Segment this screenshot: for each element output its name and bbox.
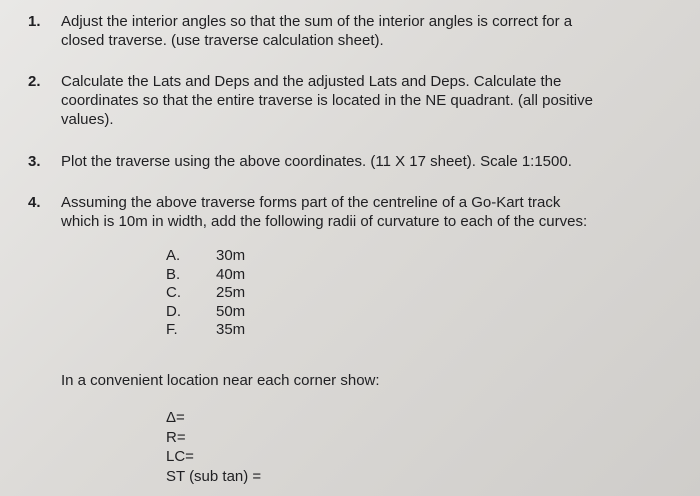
corner-field-long-chord: LC=	[166, 448, 194, 465]
item-line: Calculate the Lats and Deps and the adjusted Lats and Deps. Calculate the	[61, 73, 562, 90]
radius-value: 30m	[216, 247, 246, 264]
corner-fields	[166, 408, 261, 486]
radius-label: F.	[166, 321, 178, 339]
item-number: 1.	[28, 13, 41, 30]
radius-row	[166, 247, 276, 266]
corner-instruction: In a convenient location near each corner show:	[61, 372, 380, 389]
item-line: values).	[61, 111, 114, 128]
radius-row	[166, 303, 276, 322]
radius-row	[166, 284, 276, 303]
item-number: 2.	[28, 73, 41, 90]
radius-label: C.	[166, 284, 181, 302]
item-line: which is 10m in width, add the following radii of curvature to each of the curves:	[61, 213, 588, 230]
corner-field-delta: Δ=	[166, 409, 185, 426]
corner-field-sub-tangent: ST (sub tan) =	[166, 467, 262, 485]
radii-list	[166, 247, 276, 340]
radius-label: B.	[166, 265, 181, 283]
item-text	[61, 152, 691, 171]
radius-row	[166, 321, 276, 340]
item-line: closed traverse. (use traverse calculation sheet).	[61, 32, 384, 49]
item-number: 4.	[28, 194, 41, 211]
item-text	[61, 12, 691, 50]
item-line: Plot the traverse using the above coordinates. (11 X 17 sheet). Scale 1:1500.	[61, 153, 572, 170]
corner-field-radius: R=	[166, 428, 186, 446]
item-line: Adjust the interior angles so that the sum of the interior angles is correct for a	[61, 13, 573, 30]
radius-value: 50m	[216, 302, 246, 320]
item-text	[61, 72, 691, 129]
item-text	[61, 193, 691, 231]
radius-label: A.	[166, 247, 181, 264]
item-line: coordinates so that the entire traverse is located in the NE quadrant. (all positive	[61, 92, 593, 109]
radius-label: D.	[166, 302, 181, 320]
radius-value: 25m	[216, 284, 246, 302]
radius-row	[166, 266, 276, 285]
item-line: Assuming the above traverse forms part of the centreline of a Go-Kart track	[61, 194, 561, 211]
radius-value: 35m	[216, 321, 246, 339]
radius-value: 40m	[216, 265, 246, 283]
item-number: 3.	[28, 153, 41, 170]
